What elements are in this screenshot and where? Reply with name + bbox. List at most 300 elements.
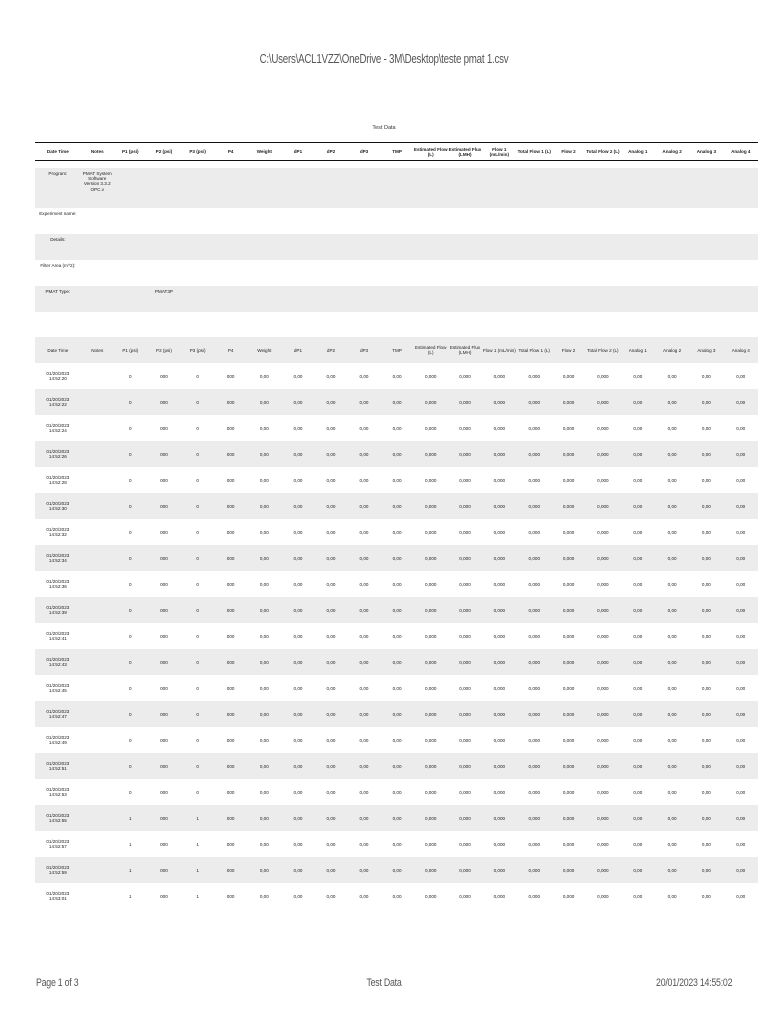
metadata-empty <box>381 208 414 234</box>
value-cell: 0,00 <box>392 737 402 743</box>
date-time-cell <box>35 467 81 493</box>
value-cell: 0,000 <box>414 805 448 831</box>
value-cell: 0,00 <box>293 477 303 483</box>
table-row <box>35 493 758 519</box>
metadata-empty <box>724 234 758 260</box>
metadata-empty <box>247 260 281 286</box>
notes-cell <box>81 545 114 571</box>
value-cell: 0,00 <box>359 633 369 639</box>
value-cell: 0,000 <box>516 597 552 623</box>
notes-cell <box>81 519 114 545</box>
date-time-cell <box>35 675 81 701</box>
data-column-header: P3 (psi) <box>181 337 214 363</box>
value-cell: 0,00 <box>689 441 723 467</box>
table-row <box>35 857 758 883</box>
value-cell: 0,00 <box>381 545 414 571</box>
data-column-header: Flow 2 <box>552 337 585 363</box>
table-row <box>35 571 758 597</box>
value-cell: 0,000 <box>482 545 516 571</box>
metadata-empty <box>214 234 247 260</box>
value-cell: 0,000 <box>414 389 448 415</box>
value-cell: 0,00 <box>259 633 269 639</box>
value-cell: 0,00 <box>621 805 655 831</box>
value-cell: 000 <box>226 841 235 847</box>
value-cell: 0,00 <box>348 441 381 467</box>
metadata-empty <box>381 234 414 260</box>
value-cell: 0,00 <box>281 649 314 675</box>
value-cell: 0 <box>181 701 214 727</box>
metadata-empty <box>214 208 247 234</box>
value-cell: 000 <box>160 841 168 847</box>
value-cell: 0 <box>114 441 147 467</box>
column-header: Analog 1 <box>621 143 655 161</box>
metadata-empty <box>552 234 585 260</box>
value-cell: 0,000 <box>448 857 482 883</box>
value-cell: 0,00 <box>293 633 303 639</box>
time: 14:52:20 <box>48 376 67 381</box>
value-cell: 000 <box>147 493 181 519</box>
value-cell: 0,00 <box>633 789 643 795</box>
value-cell: 0,000 <box>459 425 471 431</box>
data-column-header: TMP <box>381 337 414 363</box>
column-header: dP3 <box>348 143 381 161</box>
value-cell: 0,00 <box>655 701 689 727</box>
value-cell: 0,000 <box>597 425 609 431</box>
value-cell: 0,00 <box>259 373 269 379</box>
value-cell: 0,00 <box>259 789 269 795</box>
value-cell: 1 <box>129 841 132 847</box>
metadata-table <box>35 168 758 312</box>
metadata-empty <box>247 286 281 312</box>
value-cell: 0,00 <box>724 545 758 571</box>
value-cell: 0,000 <box>482 597 516 623</box>
value-cell: 0,00 <box>701 581 711 587</box>
column-header: TMP <box>381 143 414 161</box>
metadata-empty <box>214 260 247 286</box>
value-cell: 0,00 <box>247 493 281 519</box>
value-cell: 0,00 <box>392 477 402 483</box>
value-cell: 000 <box>214 545 247 571</box>
value-cell: 000 <box>160 477 168 483</box>
time: 14:52:22 <box>48 402 67 407</box>
value-cell: 0,00 <box>281 753 314 779</box>
value-cell: 0,000 <box>562 373 575 379</box>
page-number: Page 1 of 3 <box>36 977 79 989</box>
date-time-cell <box>35 389 81 415</box>
metadata-empty <box>314 168 347 208</box>
column-header: Weight <box>247 143 281 161</box>
data-column-header: Date Time <box>35 337 81 363</box>
metadata-empty <box>114 260 147 286</box>
metadata-empty <box>414 234 448 260</box>
value-cell: 0,000 <box>448 493 482 519</box>
value-cell: 0,00 <box>392 633 402 639</box>
value-cell: 0,000 <box>528 841 540 847</box>
value-cell: 0,000 <box>562 841 575 847</box>
metadata-empty <box>114 168 147 208</box>
value-cell: 0,000 <box>528 737 540 743</box>
column-header: Estimated Flux (LMH) <box>448 143 482 161</box>
time: 14:52:45 <box>48 688 67 693</box>
metadata-row <box>35 168 758 208</box>
value-cell: 0,000 <box>482 701 516 727</box>
value-cell: 0,000 <box>562 633 575 639</box>
time: 14:52:53 <box>48 792 67 797</box>
value-cell: 000 <box>214 597 247 623</box>
table-row <box>35 415 758 441</box>
value-cell: 0,000 <box>528 893 540 899</box>
metadata-empty <box>689 168 723 208</box>
value-cell: 0,000 <box>448 545 482 571</box>
value-cell: 0,00 <box>736 425 746 431</box>
table-row <box>35 779 758 805</box>
value-cell: 0,00 <box>724 857 758 883</box>
value-cell: 000 <box>226 685 235 691</box>
table-row <box>35 727 758 753</box>
column-header: Analog 2 <box>655 143 689 161</box>
value-cell: 0,000 <box>459 841 471 847</box>
value-cell: 0,00 <box>348 701 381 727</box>
date: 01/20/2023 <box>46 657 70 662</box>
value-cell: 0 <box>114 597 147 623</box>
time: 14:52:34 <box>48 558 67 563</box>
value-cell: 0,00 <box>259 529 269 535</box>
value-cell: 0,00 <box>293 425 303 431</box>
time: 14:52:39 <box>48 610 67 615</box>
metadata-empty <box>381 168 414 208</box>
value-cell: 0,000 <box>424 581 437 587</box>
value-cell: 0,000 <box>448 805 482 831</box>
notes-cell <box>81 753 114 779</box>
value-cell: 0,00 <box>359 373 369 379</box>
value-cell: 0,00 <box>633 893 643 899</box>
value-cell: 0,00 <box>724 701 758 727</box>
value-cell: 0,000 <box>552 545 585 571</box>
table-row <box>35 467 758 493</box>
value-cell: 0,00 <box>392 529 402 535</box>
value-cell: 0,00 <box>293 893 303 899</box>
date: 01/20/2023 <box>46 865 70 870</box>
value-cell: 0,00 <box>381 389 414 415</box>
metadata-empty <box>381 260 414 286</box>
data-column-header: Total Flow 2 (L) <box>585 337 621 363</box>
data-column-header: P4 <box>214 337 247 363</box>
metadata-empty <box>348 234 381 260</box>
notes-cell <box>81 857 114 883</box>
value-cell: 0,00 <box>689 857 723 883</box>
value-cell: 0,00 <box>392 841 402 847</box>
value-cell: 0,000 <box>482 753 516 779</box>
value-cell: 0,000 <box>597 633 609 639</box>
value-cell: 0,000 <box>562 425 575 431</box>
value-cell: 000 <box>147 389 181 415</box>
value-cell: 0 <box>114 389 147 415</box>
value-cell: 0,000 <box>516 441 552 467</box>
value-cell: 000 <box>226 477 235 483</box>
notes-cell <box>81 649 114 675</box>
value-cell: 0,00 <box>633 581 643 587</box>
metadata-label: Experiment name: <box>39 211 77 216</box>
value-cell: 0,000 <box>516 857 552 883</box>
value-cell: 000 <box>226 893 235 899</box>
value-cell: 0,00 <box>667 789 677 795</box>
value-cell: 1 <box>114 805 147 831</box>
value-cell: 0,00 <box>359 685 369 691</box>
column-header: Flow 2 <box>552 143 585 161</box>
date: 01/20/2023 <box>46 735 70 740</box>
value-cell: 0,00 <box>621 701 655 727</box>
column-header: Analog 4 <box>724 143 758 161</box>
value-cell: 000 <box>226 529 235 535</box>
value-cell: 0,00 <box>359 425 369 431</box>
data-column-header: Notes <box>81 337 114 363</box>
value-cell: 0,00 <box>247 805 281 831</box>
metadata-empty <box>348 260 381 286</box>
metadata-empty <box>381 286 414 312</box>
table-row <box>35 805 758 831</box>
metadata-empty <box>247 234 281 260</box>
value-cell: 0,00 <box>326 425 336 431</box>
value-cell: 000 <box>214 701 247 727</box>
value-cell: 0,000 <box>528 581 540 587</box>
value-cell: 0,000 <box>414 441 448 467</box>
value-cell: 0 <box>196 789 199 795</box>
table-row <box>35 831 758 857</box>
value-cell: 0,00 <box>326 581 336 587</box>
metadata-empty <box>414 286 448 312</box>
value-cell: 1 <box>196 841 199 847</box>
value-cell: 0,00 <box>281 597 314 623</box>
value-cell: 0,00 <box>621 753 655 779</box>
metadata-empty <box>348 286 381 312</box>
value-cell: 0,00 <box>348 545 381 571</box>
value-cell: 0,000 <box>585 857 621 883</box>
value-cell: 0,000 <box>528 685 540 691</box>
value-cell: 0,00 <box>633 477 643 483</box>
value-cell: 0,00 <box>655 389 689 415</box>
metadata-empty <box>516 260 552 286</box>
value-cell: 0,000 <box>493 737 506 743</box>
value-cell: 0,00 <box>701 477 711 483</box>
value-cell: 000 <box>147 857 181 883</box>
column-header: dP2 <box>314 143 347 161</box>
value-cell: 0,00 <box>689 493 723 519</box>
value-cell: 0,000 <box>552 701 585 727</box>
column-header: P1 (psi) <box>114 143 147 161</box>
time: 14:52:26 <box>48 454 67 459</box>
value-cell: 0,000 <box>424 425 437 431</box>
value-cell: 0,00 <box>392 789 402 795</box>
metadata-empty <box>181 168 214 208</box>
value-cell: 0,00 <box>724 389 758 415</box>
value-cell: 0,00 <box>247 701 281 727</box>
metadata-extra <box>147 168 181 208</box>
metadata-label: Filter Area (m^2): <box>40 263 76 268</box>
value-cell: 0,000 <box>597 841 609 847</box>
metadata-row <box>35 260 758 286</box>
value-cell: 0,000 <box>552 753 585 779</box>
value-cell: 0,000 <box>552 389 585 415</box>
value-cell: 0,00 <box>259 841 269 847</box>
metadata-empty <box>448 234 482 260</box>
value-cell: 0,00 <box>736 373 746 379</box>
value-cell: 0,00 <box>667 633 677 639</box>
value-cell: 0,00 <box>667 529 677 535</box>
table-row <box>35 519 758 545</box>
metadata-label: PMAT Type: <box>35 286 81 312</box>
metadata-empty <box>621 208 655 234</box>
value-cell: 0,00 <box>381 805 414 831</box>
table-row <box>35 649 758 675</box>
value-cell: 0,00 <box>326 737 336 743</box>
value-cell: 0,00 <box>689 389 723 415</box>
metadata-extra <box>147 208 181 234</box>
value-cell: 0,00 <box>655 441 689 467</box>
value-cell: 000 <box>226 425 235 431</box>
metadata-empty <box>516 234 552 260</box>
value-cell: 0,000 <box>414 701 448 727</box>
value-cell: 0,000 <box>493 529 506 535</box>
metadata-empty <box>724 286 758 312</box>
metadata-empty <box>689 260 723 286</box>
data-column-header: Analog 2 <box>655 337 689 363</box>
metadata-empty <box>621 234 655 260</box>
value-cell: 0,00 <box>293 529 303 535</box>
value-cell: 0,00 <box>293 789 303 795</box>
metadata-empty <box>314 260 347 286</box>
date: 01/20/2023 <box>46 761 70 766</box>
value-cell: 0 <box>196 373 199 379</box>
notes-cell <box>81 363 114 389</box>
value-cell: 000 <box>226 789 235 795</box>
value-cell: 0 <box>181 441 214 467</box>
value-cell: 000 <box>147 805 181 831</box>
date-time-cell <box>35 415 81 441</box>
value-cell: 0,00 <box>293 373 303 379</box>
value-cell: 0,00 <box>392 893 402 899</box>
data-column-header: Total Flow 1 (L) <box>516 337 552 363</box>
value-cell: 0,00 <box>359 529 369 535</box>
value-cell: 0,00 <box>348 753 381 779</box>
metadata-empty <box>214 168 247 208</box>
value-cell: 0,000 <box>552 597 585 623</box>
value-cell: 000 <box>160 581 168 587</box>
data-column-header: dP2 <box>314 337 347 363</box>
value-cell: 0,000 <box>552 857 585 883</box>
time: 14:52:30 <box>48 506 67 511</box>
value-cell: 0,00 <box>736 789 746 795</box>
date: 01/20/2023 <box>46 709 70 714</box>
column-header-table <box>35 142 758 161</box>
value-cell: 0,00 <box>281 441 314 467</box>
metadata-empty <box>214 286 247 312</box>
notes-cell <box>81 727 114 753</box>
value-cell: 0,00 <box>281 493 314 519</box>
column-header: Total Flow 1 (L) <box>516 143 552 161</box>
value-cell: 0,00 <box>314 805 347 831</box>
footer-timestamp: 20/01/2023 14:55:02 <box>655 977 732 989</box>
data-column-header: Analog 4 <box>724 337 758 363</box>
value-cell: 0,00 <box>701 425 711 431</box>
date-time-cell <box>35 701 81 727</box>
value-cell: 0,000 <box>562 737 575 743</box>
value-cell: 0,00 <box>314 857 347 883</box>
value-cell: 0,000 <box>448 389 482 415</box>
metadata-empty <box>482 234 516 260</box>
time: 14:52:32 <box>48 532 67 537</box>
value-cell: 0 <box>181 649 214 675</box>
metadata-empty <box>348 168 381 208</box>
value-cell: 000 <box>214 493 247 519</box>
metadata-empty <box>585 208 621 234</box>
value-cell: 0,000 <box>597 581 609 587</box>
metadata-row <box>35 286 758 312</box>
value-cell: 0 <box>181 389 214 415</box>
metadata-empty <box>247 208 281 234</box>
value-cell: 0,00 <box>293 685 303 691</box>
data-column-header: P1 (psi) <box>114 337 147 363</box>
table-row <box>35 675 758 701</box>
column-header: Date Time <box>35 143 81 161</box>
value-cell: 0,000 <box>562 789 575 795</box>
metadata-row <box>35 234 758 260</box>
value-cell: 0 <box>114 545 147 571</box>
value-cell: 0,00 <box>259 581 269 587</box>
value-cell: 0,00 <box>359 581 369 587</box>
value-cell: 0,00 <box>736 633 746 639</box>
value-cell: 000 <box>160 633 168 639</box>
value-cell: 0,00 <box>689 649 723 675</box>
metadata-empty <box>348 208 381 234</box>
date: 01/20/2023 <box>46 475 70 480</box>
value-cell: 0,000 <box>597 737 609 743</box>
value-cell: 0,000 <box>493 477 506 483</box>
metadata-extra <box>147 234 181 260</box>
table-row <box>35 545 758 571</box>
value-cell: 0,00 <box>348 597 381 623</box>
value-cell: 0 <box>196 685 199 691</box>
notes-cell <box>81 623 114 649</box>
value-cell: 0,000 <box>459 373 471 379</box>
value-cell: 0,000 <box>493 789 506 795</box>
metadata-value <box>81 234 114 260</box>
metadata-empty <box>414 168 448 208</box>
value-cell: 0,00 <box>736 529 746 535</box>
value-cell: 0,00 <box>326 841 336 847</box>
metadata-empty <box>314 286 347 312</box>
value-cell: 0,000 <box>493 581 506 587</box>
metadata-empty <box>655 168 689 208</box>
value-cell: 0,000 <box>414 493 448 519</box>
value-cell: 0,00 <box>381 493 414 519</box>
value-cell: 000 <box>214 805 247 831</box>
value-cell: 0,00 <box>655 753 689 779</box>
metadata-empty <box>281 208 314 234</box>
value-cell: 0,00 <box>701 737 711 743</box>
metadata-empty <box>724 260 758 286</box>
column-header: Total Flow 2 (L) <box>585 143 621 161</box>
value-cell: 0,00 <box>281 701 314 727</box>
value-cell: 1 <box>181 805 214 831</box>
notes-cell <box>81 389 114 415</box>
column-header: P4 <box>214 143 247 161</box>
value-cell: 0,000 <box>528 477 540 483</box>
value-cell: 0,00 <box>359 789 369 795</box>
value-cell: 0,000 <box>448 649 482 675</box>
value-cell: 0,00 <box>701 633 711 639</box>
value-cell: 0,000 <box>516 389 552 415</box>
value-cell: 0,000 <box>516 649 552 675</box>
